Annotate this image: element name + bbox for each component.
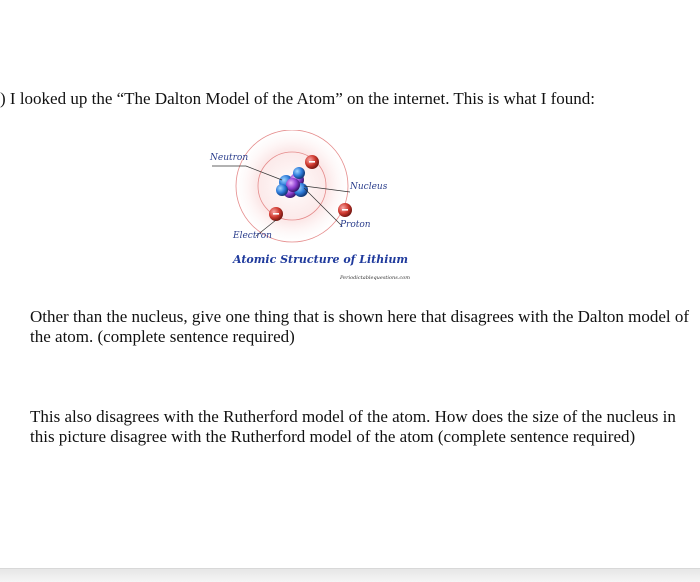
minus-sign xyxy=(273,213,279,215)
minus-sign xyxy=(342,209,348,211)
nucleus-label: Nucleus xyxy=(350,182,388,192)
figure-caption: Atomic Structure of Lithium xyxy=(233,253,409,266)
proton-label: Proton xyxy=(340,220,371,230)
question-dalton: Other than the nucleus, give one thing that is shown here that disagrees with the Dalton model of the atom. (complete sentence required) xyxy=(30,307,690,346)
minus-sign xyxy=(309,161,315,163)
intro-text: ) I looked up the “The Dalton Model of the Atom” on the internet. This is what I found: xyxy=(0,89,596,108)
figure-credit: Periodictablequestions.com xyxy=(340,275,410,281)
lithium-atom-figure xyxy=(200,130,440,290)
electron-label: Electron xyxy=(233,231,272,241)
bottom-scroll-bar[interactable] xyxy=(0,568,700,582)
question-rutherford: This also disagrees with the Rutherford model of the atom. How does the size of the nucleus in this picture disagree with the Rutherford model of the atom (complete sentence required) xyxy=(30,407,676,446)
neutron-label: Neutron xyxy=(210,153,249,163)
